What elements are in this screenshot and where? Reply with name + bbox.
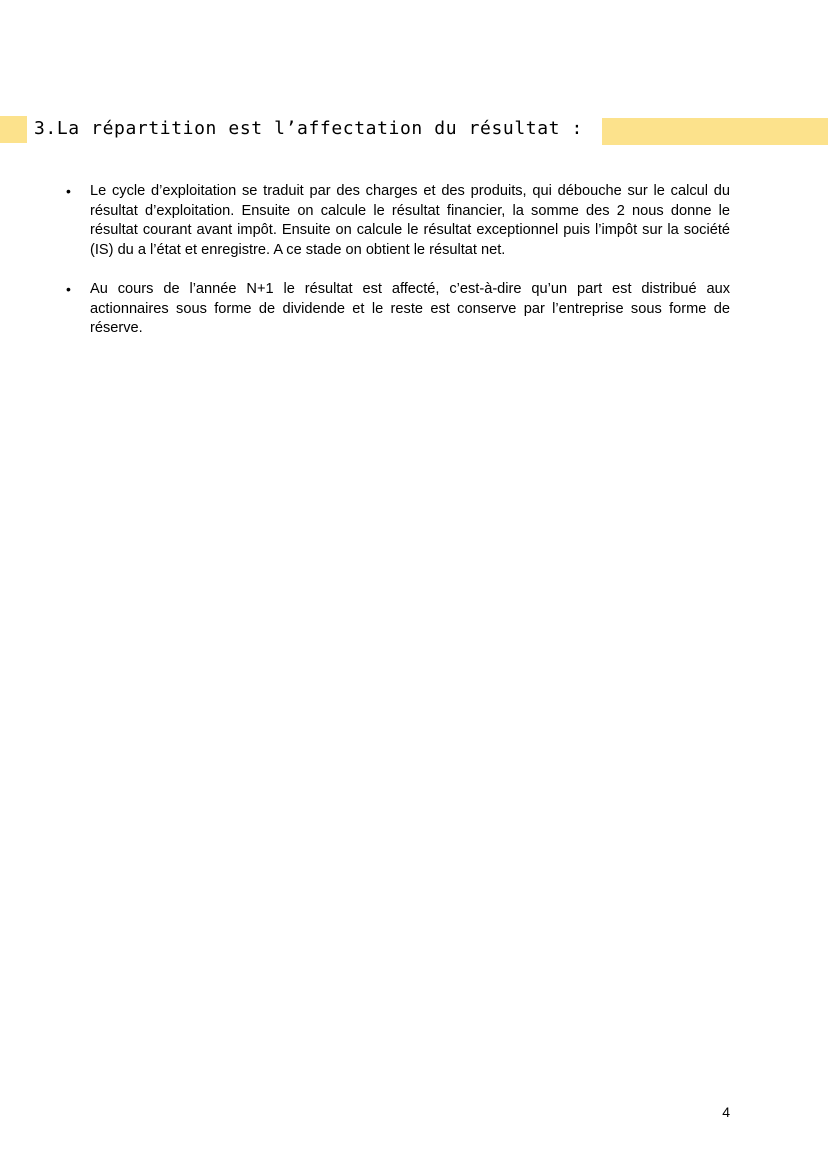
page-number: 4 xyxy=(722,1104,730,1120)
heading-highlight-right xyxy=(602,118,828,145)
heading-highlight-left xyxy=(0,116,27,143)
bullet-icon: • xyxy=(66,281,71,297)
list-item-text: Au cours de l’année N+1 le résultat est affecté, c’est-à-dire qu’un part est distribué aux actionnaires sous forme de dividende et le reste est conserve par l’entreprise sous forme de réserve. xyxy=(90,281,730,336)
bullet-list xyxy=(62,182,730,359)
list-item-text: Le cycle d’exploitation se traduit par des charges et des produits, qui débouche sur le calcul du résultat d’exploitation. Ensuite on calcule le résultat financier, la somme des 2 nous donne le résultat courant avant impôt. Ensuite on calcule le résultat exceptionnel puis l’impôt sur la société (IS) du a l’état et enregistre. A ce stade on obtient le résultat net. xyxy=(90,183,730,258)
section-heading: 3.La répartition est l’affectation du résultat : xyxy=(34,118,583,139)
list-item xyxy=(62,280,730,339)
list-item xyxy=(62,182,730,260)
bullet-icon: • xyxy=(66,183,71,199)
